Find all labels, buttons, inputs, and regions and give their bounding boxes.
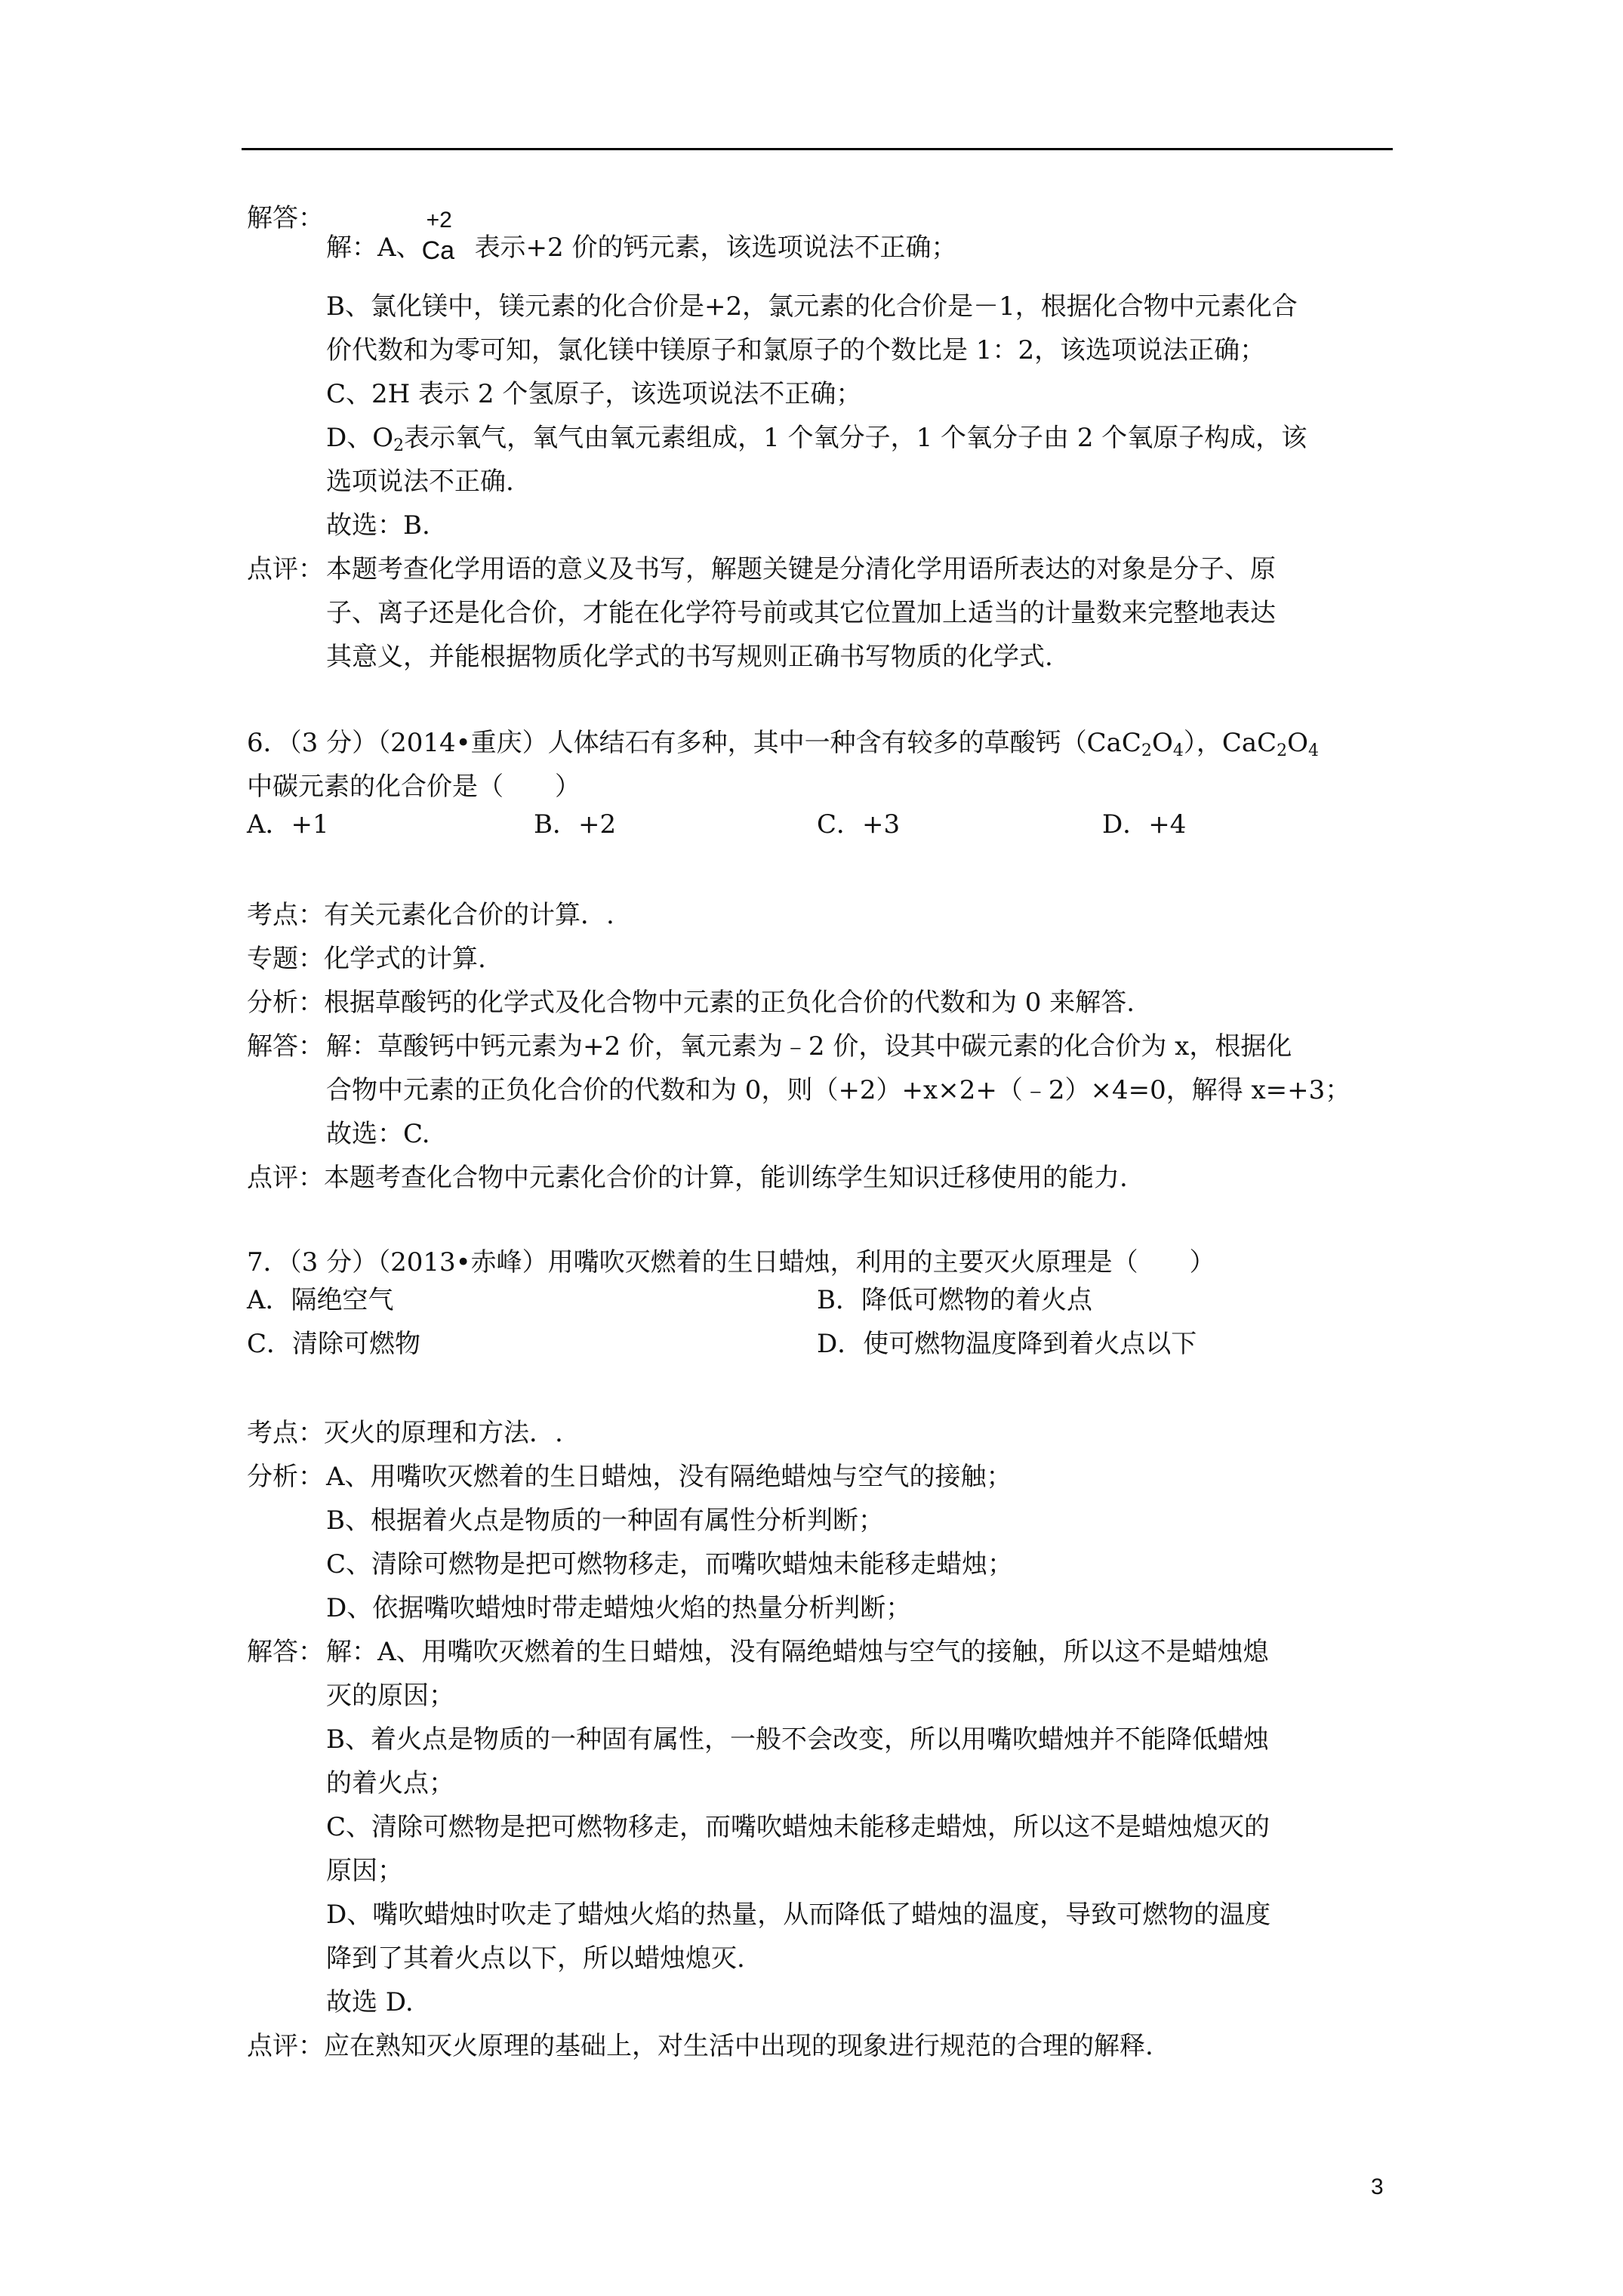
q6-topic: 考点：有关元素化合价的计算．. (247, 900, 614, 930)
q5-review-2: 子、离子还是化合价，才能在化学符号前或其它位置加上适当的计量数来完整地表达 (326, 598, 1276, 628)
q6-stem-2: 中碳元素的化合价是（ ） (247, 772, 581, 802)
q5-review-1: 本题考查化学用语的意义及书写，解题关键是分清化学用语所表达的对象是分子、原 (326, 554, 1276, 584)
q5-review-label: 点评： (247, 554, 324, 584)
page-number: 3 (1371, 2174, 1384, 2199)
q7-topic: 考点：灭火的原理和方法．. (247, 1418, 563, 1448)
q7-stem: 7．（3 分）（2013•赤峰）用嘴吹灭燃着的生日蜡烛，利用的主要灭火原理是（ ） (247, 1247, 1215, 1277)
q7-answer-9: 故选 D. (326, 1987, 414, 2017)
q7-option-d: D．使可燃物温度降到着火点以下 (817, 1329, 1197, 1359)
q7-analysis-label: 分析： (247, 1462, 324, 1492)
q5-answer-a: 解：A、 +2 Ca 表示+2 价的钙元素，该选项说法不正确； (326, 208, 957, 265)
q5-answer-label: 解答： (247, 203, 324, 233)
q5-answer-b1: B、氯化镁中，镁元素的化合价是+2，氯元素的化合价是－1，根据化合物中元素化合 (326, 291, 1298, 322)
q7-analysis-4: D、依据嘴吹蜡烛时带走蜡烛火焰的热量分析判断； (326, 1593, 912, 1623)
q6-answer-1: 解：草酸钙中钙元素为+2 价，氧元素为﹣2 价，设其中碳元素的化合价为 x，根据化 (326, 1031, 1292, 1062)
q6-subject: 专题：化学式的计算. (247, 944, 486, 974)
ca-symbol: +2 Ca (421, 208, 455, 265)
q7-answer-3: B、着火点是物质的一种固有属性，一般不会改变，所以用嘴吹蜡烛并不能降低蜡烛 (326, 1724, 1269, 1755)
q7-option-a: A．隔绝空气 (247, 1285, 394, 1315)
q7-answer-6: 原因； (326, 1856, 403, 1886)
q5-answer-d2: 选项说法不正确. (326, 467, 514, 497)
q7-analysis-3: C、清除可燃物是把可燃物移走，而嘴吹蜡烛未能移走蜡烛； (326, 1549, 1014, 1579)
q7-review: 点评：应在熟知灭火原理的基础上，对生活中出现的现象进行规范的合理的解释. (247, 2031, 1153, 2061)
q6-option-b: B．+2 (534, 809, 617, 840)
q5-answer-c: C、2H 表示 2 个氢原子，该选项说法不正确； (326, 379, 862, 409)
q7-answer-7: D、嘴吹蜡烛时吹走了蜡烛火焰的热量，从而降低了蜡烛的温度，导致可燃物的温度 (326, 1900, 1271, 1930)
q7-analysis-2: B、根据着火点是物质的一种固有属性分析判断； (326, 1505, 884, 1536)
q5-answer-d1: D、$O_2$表示氧气，氧气由氧元素组成，1 个氧分子，1 个氧分子由 2 个氧原子构成，该 (326, 423, 1307, 455)
q7-answer-1: 解：A、用嘴吹灭燃着的生日蜡烛，没有隔绝蜡烛与空气的接触，所以这不是蜡烛熄 (326, 1637, 1269, 1667)
header-rule (242, 148, 1393, 150)
q6-option-d: D．+4 (1102, 809, 1187, 840)
q7-option-b: B．降低可燃物的着火点 (817, 1285, 1092, 1315)
q5-review-3: 其意义，并能根据物质化学式的书写规则正确书写物质的化学式. (326, 642, 1053, 672)
q5-answer-b2: 价代数和为零可知，氯化镁中镁原子和氯原子的个数比是 1：2，该选项说法正确； (326, 335, 1266, 365)
q7-option-c: C．清除可燃物 (247, 1329, 421, 1359)
q7-answer-5: C、清除可燃物是把可燃物移走，而嘴吹蜡烛未能移走蜡烛，所以这不是蜡烛熄灭的 (326, 1812, 1270, 1842)
q7-answer-label: 解答： (247, 1637, 324, 1667)
q7-answer-2: 灭的原因； (326, 1681, 454, 1711)
q7-answer-8: 降到了其着火点以下，所以蜡烛熄灭. (326, 1943, 745, 1974)
q6-answer-3: 故选：C. (326, 1119, 430, 1149)
q6-answer-2: 合物中元素的正负化合价的代数和为 0，则（+2）+x×2+（﹣2）×4=0，解得 x=+3； (326, 1075, 1351, 1105)
q6-review: 点评：本题考查化合物中元素化合价的计算，能训练学生知识迁移使用的能力. (247, 1163, 1128, 1193)
q7-analysis-1: A、用嘴吹灭燃着的生日蜡烛，没有隔绝蜡烛与空气的接触； (326, 1462, 1012, 1492)
q6-stem-1: 6．（3 分）（2014•重庆）人体结石有多种，其中一种含有较多的草酸钙$(CaC_2O_4)$，$CaC_2O_4$ (247, 728, 1320, 760)
q6-analysis: 分析：根据草酸钙的化学式及化合物中元素的正负化合价的代数和为 0 来解答. (247, 988, 1135, 1018)
q7-answer-4: 的着火点； (326, 1768, 454, 1798)
q6-option-c: C．+3 (817, 809, 901, 840)
q5-pick: 故选：B. (326, 510, 430, 541)
q6-answer-label: 解答： (247, 1031, 324, 1062)
q6-option-a: A．+1 (247, 809, 329, 840)
